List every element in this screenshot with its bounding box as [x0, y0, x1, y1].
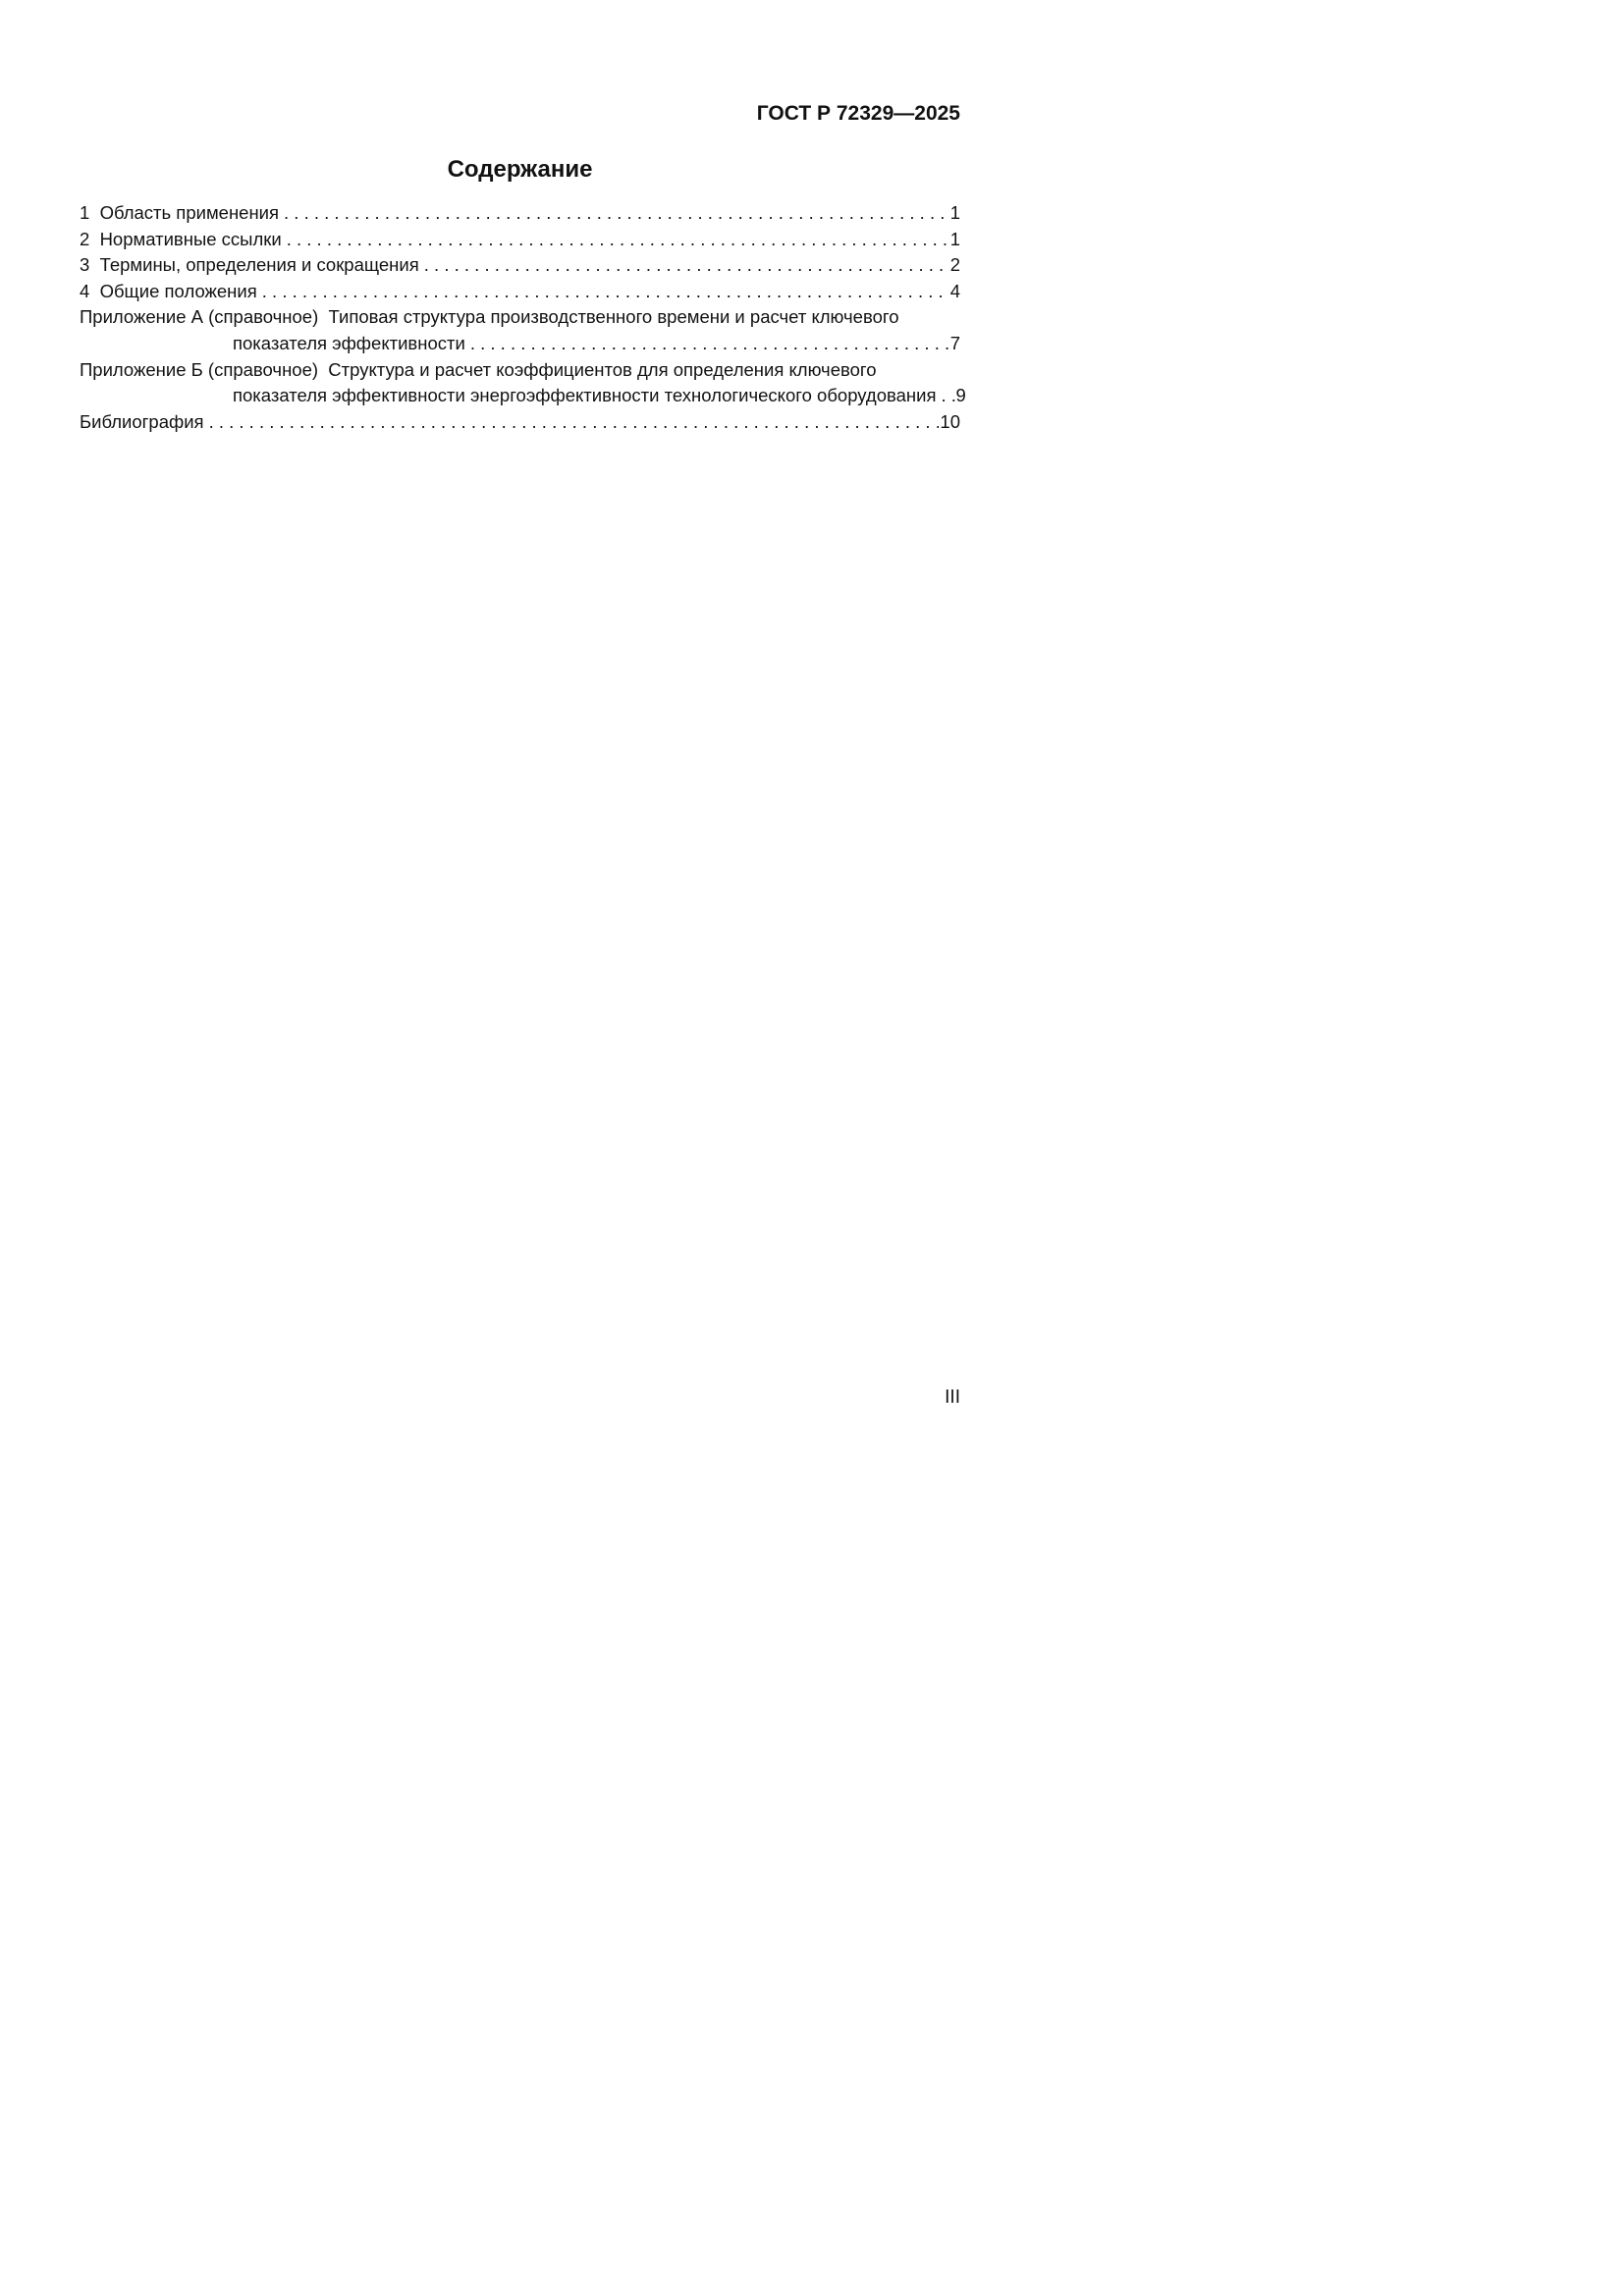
toc-entry — [80, 200, 960, 227]
toc-entry-page: 7 — [949, 332, 960, 353]
toc-entry-text: Библиография — [80, 410, 204, 432]
toc-entry-page: 1 — [949, 228, 960, 249]
dot-leader — [424, 252, 949, 279]
dot-leader — [284, 200, 949, 227]
toc-entry — [80, 304, 960, 356]
page-number: III — [945, 1387, 960, 1408]
toc-entry-text-line2: показателя эффективности энергоэффективности технологического оборудования — [233, 385, 937, 406]
toc-entry-page: 1 — [949, 202, 960, 223]
toc-entry-text: 3 Термины, определения и сокращения — [80, 254, 419, 276]
toc-entry — [80, 227, 960, 253]
doc-code: ГОСТ Р 72329—2025 — [756, 102, 960, 125]
toc-entry-page: 9 — [955, 385, 966, 406]
toc-entry — [80, 252, 960, 279]
dot-leader — [209, 409, 940, 436]
dot-leader — [262, 279, 949, 305]
toc-entry-continuation — [80, 383, 966, 409]
toc-entry-page: 4 — [949, 280, 960, 301]
table-of-contents — [80, 200, 966, 435]
toc-entry-text-line1: Приложение Б (справочное) Структура и расчет коэффициентов для определения ключевого — [80, 358, 877, 380]
dot-leader — [287, 227, 949, 253]
toc-entry-text-line2: показателя эффективности — [233, 332, 465, 353]
dot-leader — [942, 383, 955, 409]
toc-entry — [80, 279, 960, 305]
toc-entry — [80, 357, 966, 409]
toc-entry-text: 2 Нормативные ссылки — [80, 228, 282, 249]
toc-entry-text: 4 Общие положения — [80, 280, 257, 301]
toc-entry — [80, 409, 960, 436]
contents-title: Содержание — [447, 156, 593, 183]
toc-entry-continuation — [80, 331, 960, 357]
toc-entry-page: 10 — [940, 410, 960, 432]
toc-entry-text-line1: Приложение А (справочное) Типовая структура производственного времени и расчет ключевого — [80, 306, 899, 328]
toc-entry-page: 2 — [949, 254, 960, 276]
dot-leader — [470, 331, 949, 357]
page-content — [80, 0, 966, 435]
toc-entry-text: 1 Область применения — [80, 202, 280, 223]
